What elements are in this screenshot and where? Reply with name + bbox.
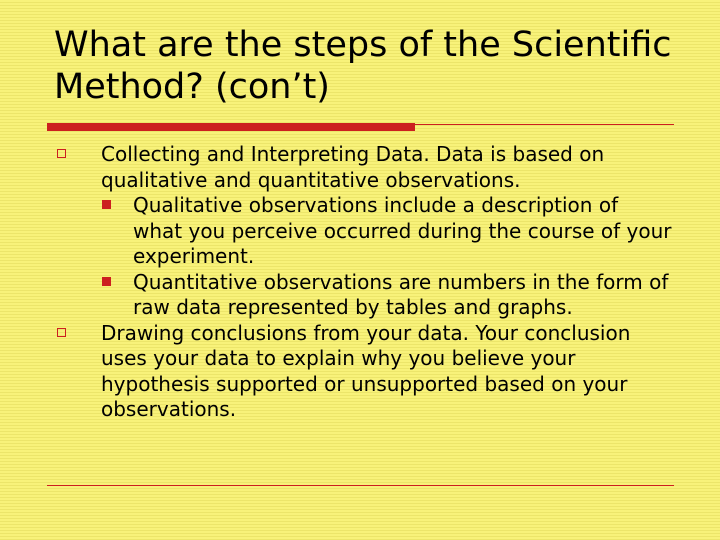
slide-body bbox=[0, 142, 720, 423]
solid-square-bullet-icon bbox=[102, 200, 111, 209]
bullet-text: Drawing conclusions from your data. Your conclusion uses your data to explain why you believe your hypothesis supported or unsupported based on your observations. bbox=[101, 320, 631, 421]
bullet-collecting-data bbox=[0, 142, 676, 193]
title-accent-bar bbox=[47, 123, 415, 131]
solid-square-bullet-icon bbox=[102, 277, 111, 286]
bottom-rule bbox=[47, 485, 674, 486]
bullet-text: Collecting and Interpreting Data. Data is based on qualitative and quantitative observations. bbox=[101, 142, 605, 192]
sub-bullet-quantitative bbox=[0, 270, 673, 321]
hollow-square-bullet-icon bbox=[57, 149, 66, 158]
bullet-text: Qualitative observations include a description of what you perceive occurred during the course of your experiment. bbox=[133, 193, 672, 268]
bullet-text: Quantitative observations are numbers in the form of raw data represented by tables and graphs. bbox=[133, 269, 669, 319]
hollow-square-bullet-icon bbox=[57, 328, 66, 337]
slide-title: What are the steps of the Scientific Method? (con’t) bbox=[54, 25, 672, 107]
bullet-drawing-conclusions bbox=[0, 321, 676, 423]
sub-bullet-qualitative bbox=[0, 193, 673, 270]
